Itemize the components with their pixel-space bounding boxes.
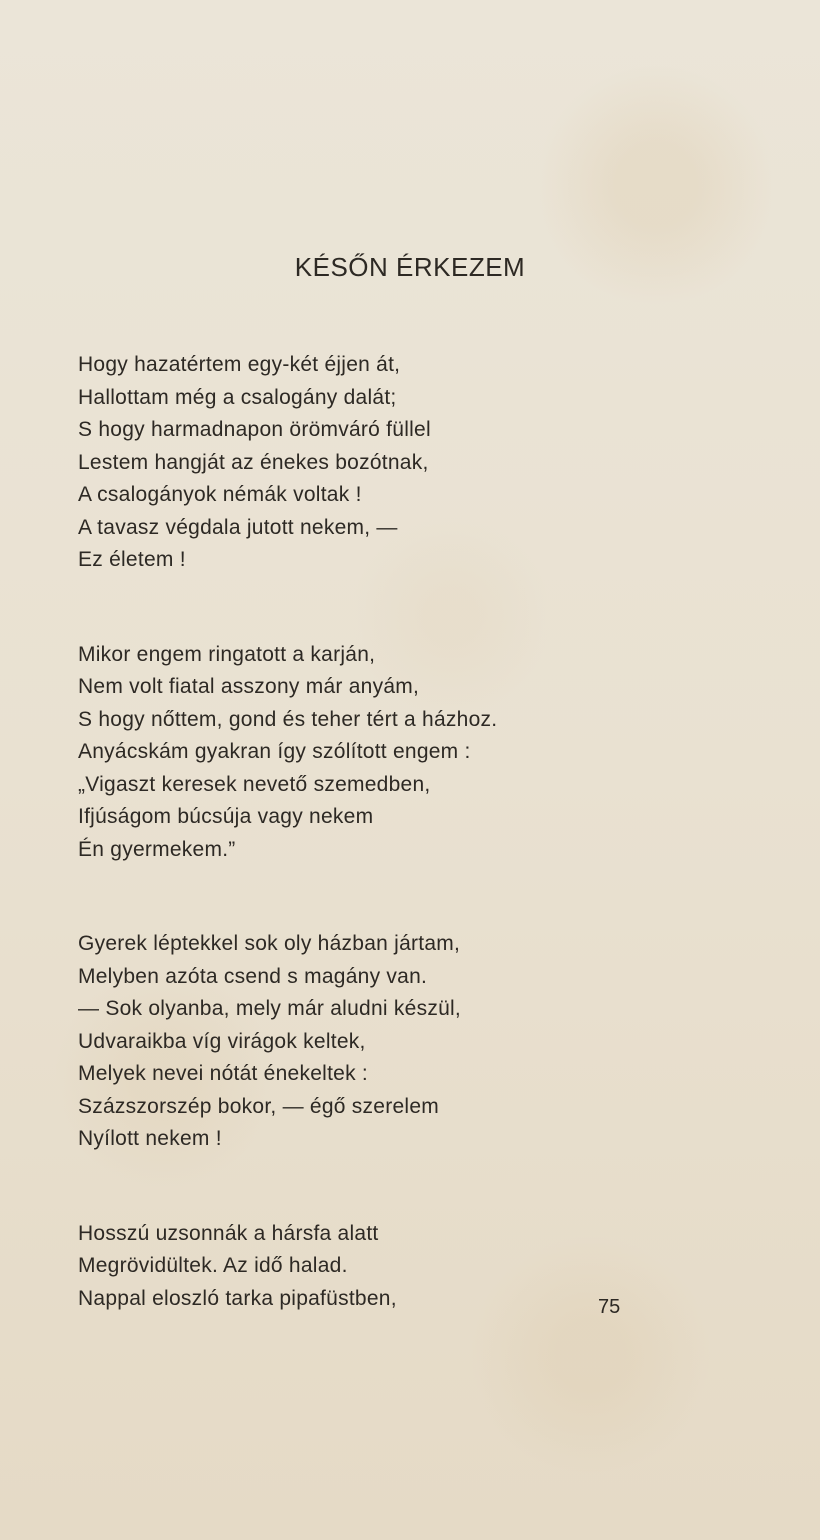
stanza-3 <box>78 928 778 1156</box>
poem-line: Nappal eloszló tarka pipafüstben, <box>78 1286 397 1310</box>
poem-line: Hallottam még a csalogány dalát; <box>78 385 397 409</box>
stanza-4 <box>78 1218 778 1316</box>
poem-title: KÉSŐN ÉRKEZEM <box>294 252 526 282</box>
poem-line: Százszorszép bokor, — égő szerelem <box>78 1094 439 1118</box>
poem-line: Nem volt fiatal asszony már anyám, <box>78 675 420 698</box>
poem-line: Én gyermekem.” <box>78 837 236 861</box>
poem-line: Udvaraikba víg virágok keltek, <box>78 1029 366 1053</box>
poem-line: Ez életem ! <box>78 548 186 571</box>
poem-line: A csalogányok némák voltak ! <box>78 483 362 506</box>
poem-line: Anyácskám gyakran így szólított engem : <box>78 740 471 763</box>
stanza-1 <box>78 349 778 577</box>
poem-line: Megrövidültek. Az idő halad. <box>78 1254 348 1277</box>
poem-line: Ifjúságom búcsúja vagy nekem <box>78 805 374 828</box>
poem-line: Hogy hazatértem egy-két éjjen át, <box>78 353 401 376</box>
poem-line: Gyerek léptekkel sok oly házban jártam, <box>78 932 461 955</box>
poem-line: Lestem hangját az énekes bozótnak, <box>78 450 429 474</box>
poem-line: Hosszú uzsonnák a hársfa alatt <box>78 1221 379 1245</box>
poem-line: — Sok olyanba, mely már aludni készül, <box>78 997 461 1020</box>
poem-line: Melyek nevei nótát énekeltek : <box>78 1062 368 1085</box>
poem-line: S hogy nőttem, gond és teher tért a házhoz. <box>78 707 498 731</box>
poem-line: A tavasz végdala jutott nekem, — <box>78 515 398 539</box>
poem-line: Mikor engem ringatott a karján, <box>78 642 376 666</box>
poem-line: Nyílott nekem ! <box>78 1127 222 1150</box>
poem-line: Melyben azóta csend s magány van. <box>78 964 428 988</box>
page-number: 75 <box>598 1296 621 1318</box>
poem-body <box>78 349 778 1377</box>
poem-line: S hogy harmadnapon örömváró füllel <box>78 418 431 441</box>
poem-line: „Vigaszt keresek nevető szemedben, <box>78 772 431 796</box>
stanza-2 <box>78 639 778 867</box>
